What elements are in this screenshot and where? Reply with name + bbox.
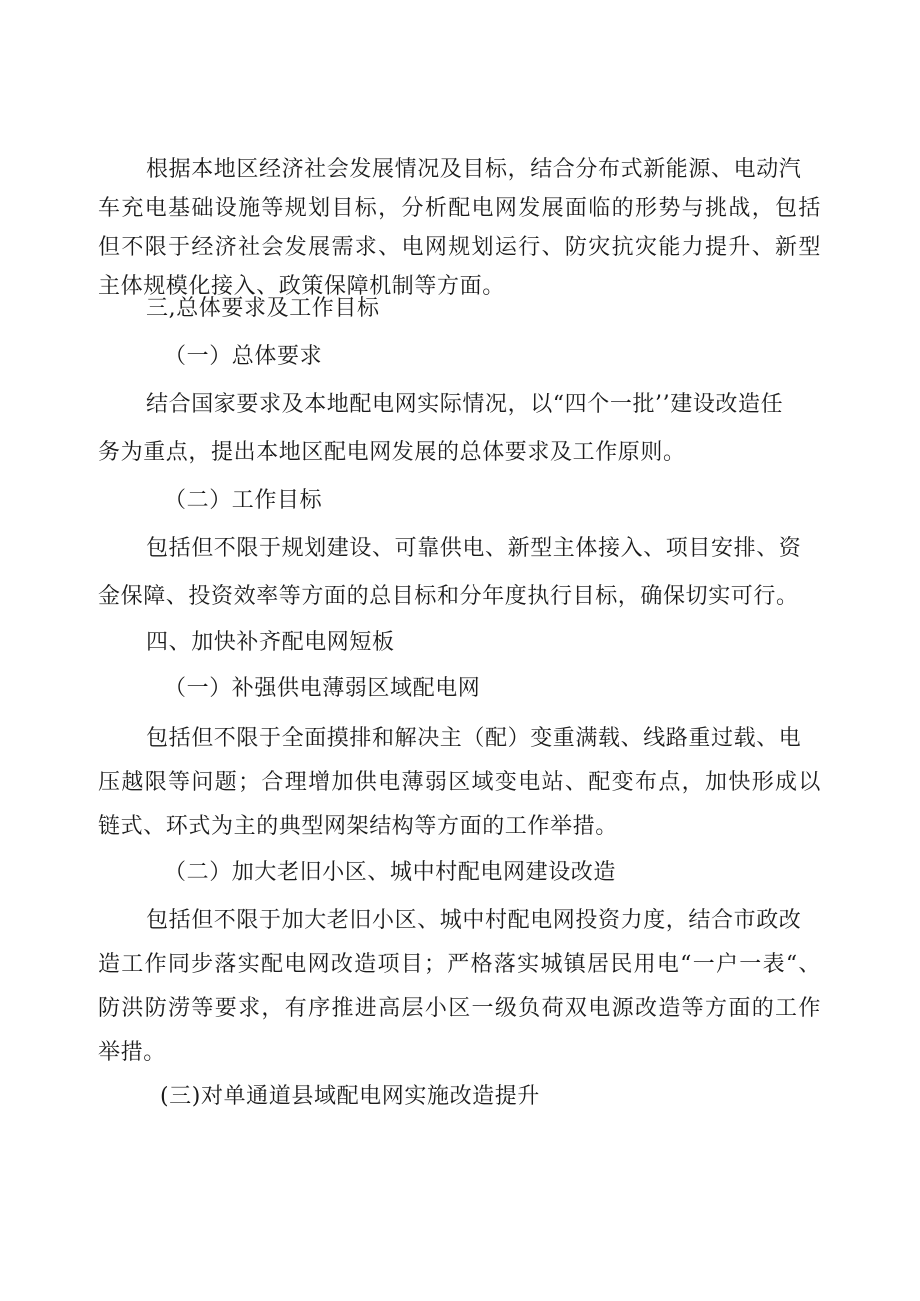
subsection-heading: (三)对单通道县域配电网实施改造提升	[160, 1084, 540, 1109]
section-heading: 三,总体要求及工作目标	[146, 296, 380, 321]
paragraph-line: 包括但不限于规划建设、可靠供电、新型主体接入、项目安排、资	[146, 536, 802, 561]
paragraph-line: 主体规模化接入、政策保障机制等方面。	[98, 274, 505, 299]
paragraph-line: 链式、环式为主的典型网架结构等方面的工作举措。	[98, 814, 618, 839]
paragraph-line: 根据本地区经济社会发展情况及目标，结合分布式新能源、电动汽	[146, 157, 802, 182]
subsection-heading: （一）补强供电薄弱区域配电网	[164, 676, 481, 701]
paragraph-line: 造工作同步落实配电网改造项目；严格落实城镇居民用电“一户一表“、	[98, 952, 821, 977]
paragraph-line: 举措。	[98, 1040, 166, 1065]
section-heading: 四、加快补齐配电网短板	[146, 630, 395, 655]
subsection-heading: （二）工作目标	[164, 488, 323, 513]
paragraph-line: 防洪防涝等要求，有序推进高层小区一级负荷双电源改造等方面的工作	[98, 996, 821, 1021]
paragraph-line: 车充电基础设施等规划目标，分析配电网发展面临的形势与挑战，包括	[98, 196, 821, 221]
paragraph-line: 压越限等问题；合理增加供电薄弱区域变电站、配变布点，加快形成以	[98, 770, 821, 795]
subsection-heading: （二）加大老旧小区、城中村配电网建设改造	[164, 860, 617, 885]
paragraph-line: 包括但不限于加大老旧小区、城中村配电网投资力度，结合市政改	[146, 908, 802, 933]
paragraph-line: 结合国家要求及本地配电网实际情况，以“四个一批’’建设改造任	[146, 392, 784, 417]
paragraph-line: 务为重点，提出本地区配电网发展的总体要求及工作原则。	[98, 440, 686, 465]
paragraph-line: 包括但不限于全面摸排和解决主（配）变重满载、线路重过载、电	[146, 726, 802, 751]
paragraph-line: 但不限于经济社会发展需求、电网规划运行、防灾抗灾能力提升、新型	[98, 235, 821, 260]
subsection-heading: （一）总体要求	[164, 344, 323, 369]
paragraph-line: 金保障、投资效率等方面的总目标和分年度执行目标，确保切实可行。	[98, 584, 799, 609]
